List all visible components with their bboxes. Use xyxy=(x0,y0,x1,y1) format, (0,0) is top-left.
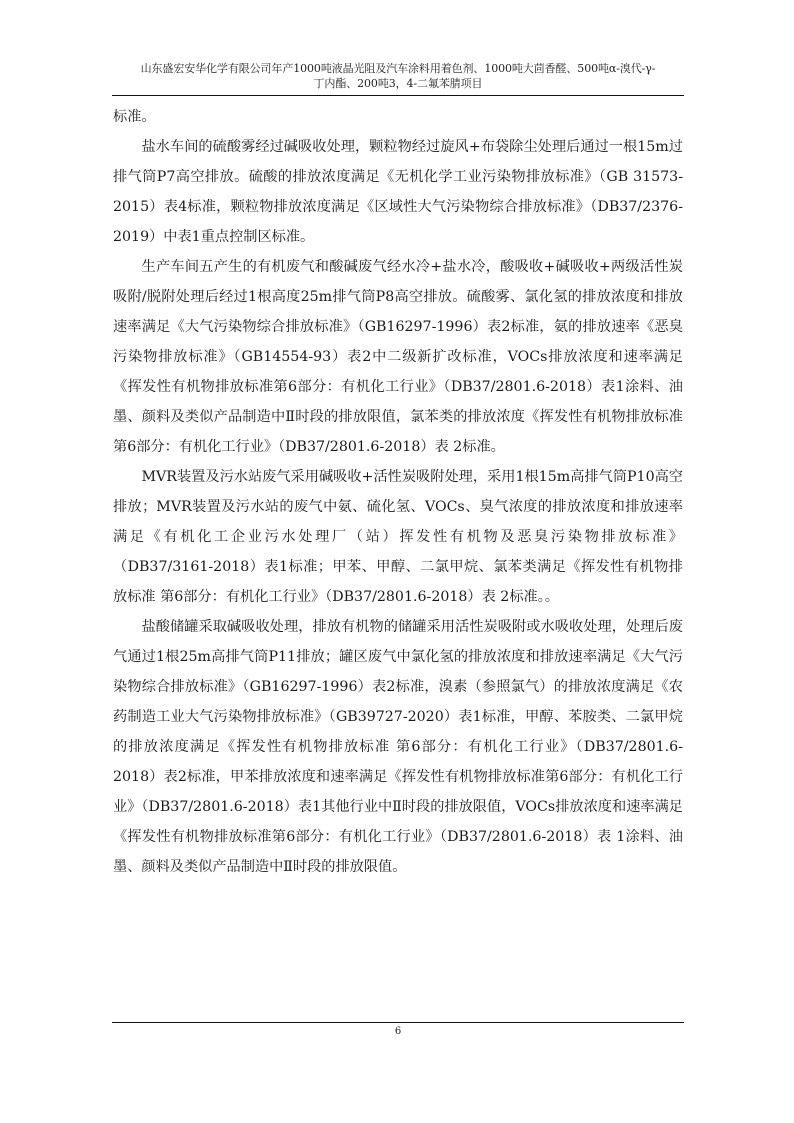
footer-divider xyxy=(112,1022,684,1023)
header-title-line-2: 丁内酯、200吨3，4-二氟苯腈项目 xyxy=(313,77,483,90)
paragraph-continuation: 标准。 xyxy=(113,109,156,125)
paragraph-p7-exhaust: 盐水车间的硫酸雾经过碱吸收处理，颗粒物经过旋风+布袋除尘处理后通过一根15m过排气筒P7高空排放。硫酸的排放浓度满足《无机化学工业污染物排放标准》（GB 31573-2015）表4标准，颗粒物排放浓度满足《区域性大气污染物综合排放标准》（DB37/2376-2019）中表1重点控制区标准。 xyxy=(113,139,683,245)
header-title-line-1: 山东盛宏安华化学有限公司年产1000吨液晶光阻及汽车涂料用着色剂、1000吨大茴香醛、500吨α-溴代-γ- xyxy=(140,62,656,75)
paragraph-p8-exhaust: 生产车间五产生的有机废气和酸碱废气经水冷+盐水冷，酸吸收+碱吸收+两级活性炭吸附/脱附处理后经过1根高度25m排气筒P8高空排放。硫酸雾、氯化氢的排放浓度和排放速率满足《大气污染物综合排放标准》（GB16297-1996）表2标准，氨的排放速率《恶臭污染物排放标准》（GB14554-93）表2中二级新扩改标准，VOCs排放浓度和速率满足《挥发性有机物排放标准第6部分：有机化工行业》（DB37/2801.6-2018）表1涂料、油墨、颜料及类似产品制造中Ⅱ时段的排放限值，氯苯类的排放浓度《挥发性有机物排放标准 第6部分：有机化工行业》（DB37/2801.6-2018）表 2标准。 xyxy=(113,259,683,455)
paragraph-p11-exhaust: 盐酸储罐采取碱吸收处理，排放有机物的储罐采用活性炭吸附或水吸收处理，处理后废气通过1根25m高排气筒P11排放；罐区废气中氯化氢的排放浓度和排放速率满足《大气污染物综合排放标准》（GB16297-1996）表2标准，溴素（参照氯气）的排放浓度满足《农药制造工业大气污染物排放标准》（GB39727-2020）表1标准，甲醇、苯胺类、二氯甲烷的排放浓度满足《挥发性有机物排放标准 第6部分：有机化工行业》（DB37/2801.6-2018）表2标准，甲苯排放浓度和速率满足《挥发性有机物排放标准第6部分：有机化工行业》（DB37/2801.6-2018）表1其他行业中Ⅱ时段的排放限值，VOCs排放浓度和速率满足《挥发性有机物排放标准第6部分：有机化工行业》（DB37/2801.6-2018）表 1涂料、油墨、颜料及类似产品制造中Ⅱ时段的排放限值。 xyxy=(113,619,683,875)
paragraph-p10-exhaust: MVR装置及污水站废气采用碱吸收+活性炭吸附处理，采用1根15m高排气筒P10高空排放；MVR装置及污水站的废气中氨、硫化氢、VOCs、臭气浓度的排放浓度和排放速率满足《有机化工企业污水处理厂（站）挥发性有机物及恶臭污染物排放标准》（DB37/3161-2018）表1标准；甲苯、甲醇、二氯甲烷、氯苯类满足《挥发性有机物排放标准 第6部分：有机化工行业》（DB37/2801.6-2018）表 2标准。。 xyxy=(113,469,683,605)
page-number: 6 xyxy=(394,1026,402,1037)
running-header xyxy=(113,61,683,91)
body-text xyxy=(113,102,683,882)
header-divider xyxy=(112,95,684,96)
